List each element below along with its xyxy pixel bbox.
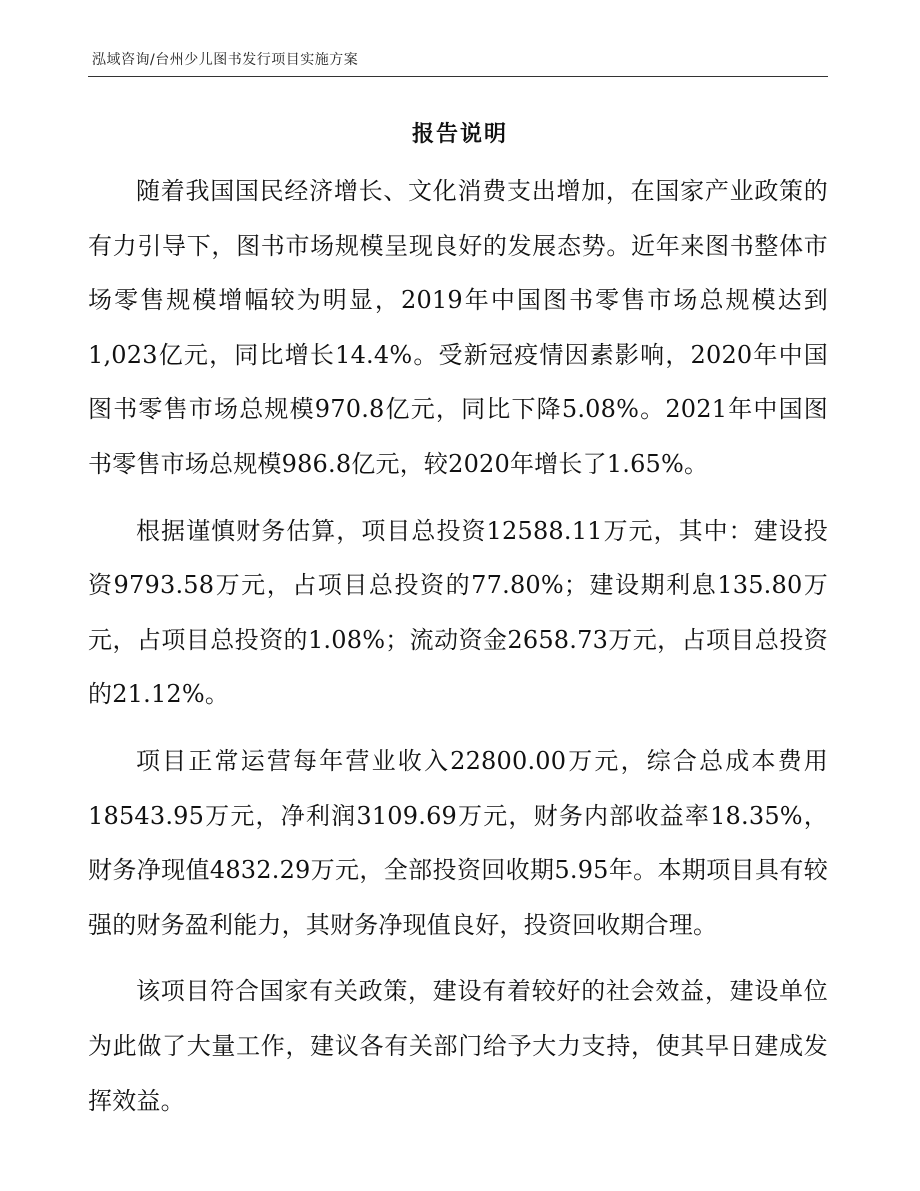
- paragraph-market-overview: 随着我国国民经济增长、文化消费支出增加，在国家产业政策的有力引导下，图书市场规模呈现良好的发展态势。近年来图书整体市场零售规模增幅较为明显，2019年中国图书零售市场总规模达到1,023亿元，同比增长14.4%。受新冠疫情因素影响，2020年中国图书零售市场总规模970.8亿元，同比下降5.08%。2021年中国图书零售市场总规模986.8亿元，较2020年增长了1.65%。: [88, 177, 828, 478]
- section-title: 报告说明: [411, 122, 508, 147]
- paragraph-financial-returns: 项目正常运营每年营业收入22800.00万元，综合总成本费用18543.95万元，净利润3109.69万元，财务内部收益率18.35%，财务净现值4832.29万元，全部投资回收期5.95年。本期项目具有较强的财务盈利能力，其财务净现值良好，投资回收期合理。: [88, 746, 828, 939]
- report-body: [88, 164, 828, 1128]
- paragraph-investment-estimate: 根据谨慎财务估算，项目总投资12588.11万元，其中：建设投资9793.58万元，占项目总投资的77.80%；建设期利息135.80万元，占项目总投资的1.08%；流动资金2658.73万元，占项目总投资的21.12%。: [88, 516, 828, 709]
- running-header: 泓域咨询/台州少儿图书发行项目实施方案: [92, 52, 359, 68]
- paragraph-recommendation: 该项目符合国家有关政策，建设有着较好的社会效益，建设单位为此做了大量工作，建议各有关部门给予大力支持，使其早日建成发挥效益。: [88, 977, 828, 1115]
- header-divider: [88, 76, 828, 77]
